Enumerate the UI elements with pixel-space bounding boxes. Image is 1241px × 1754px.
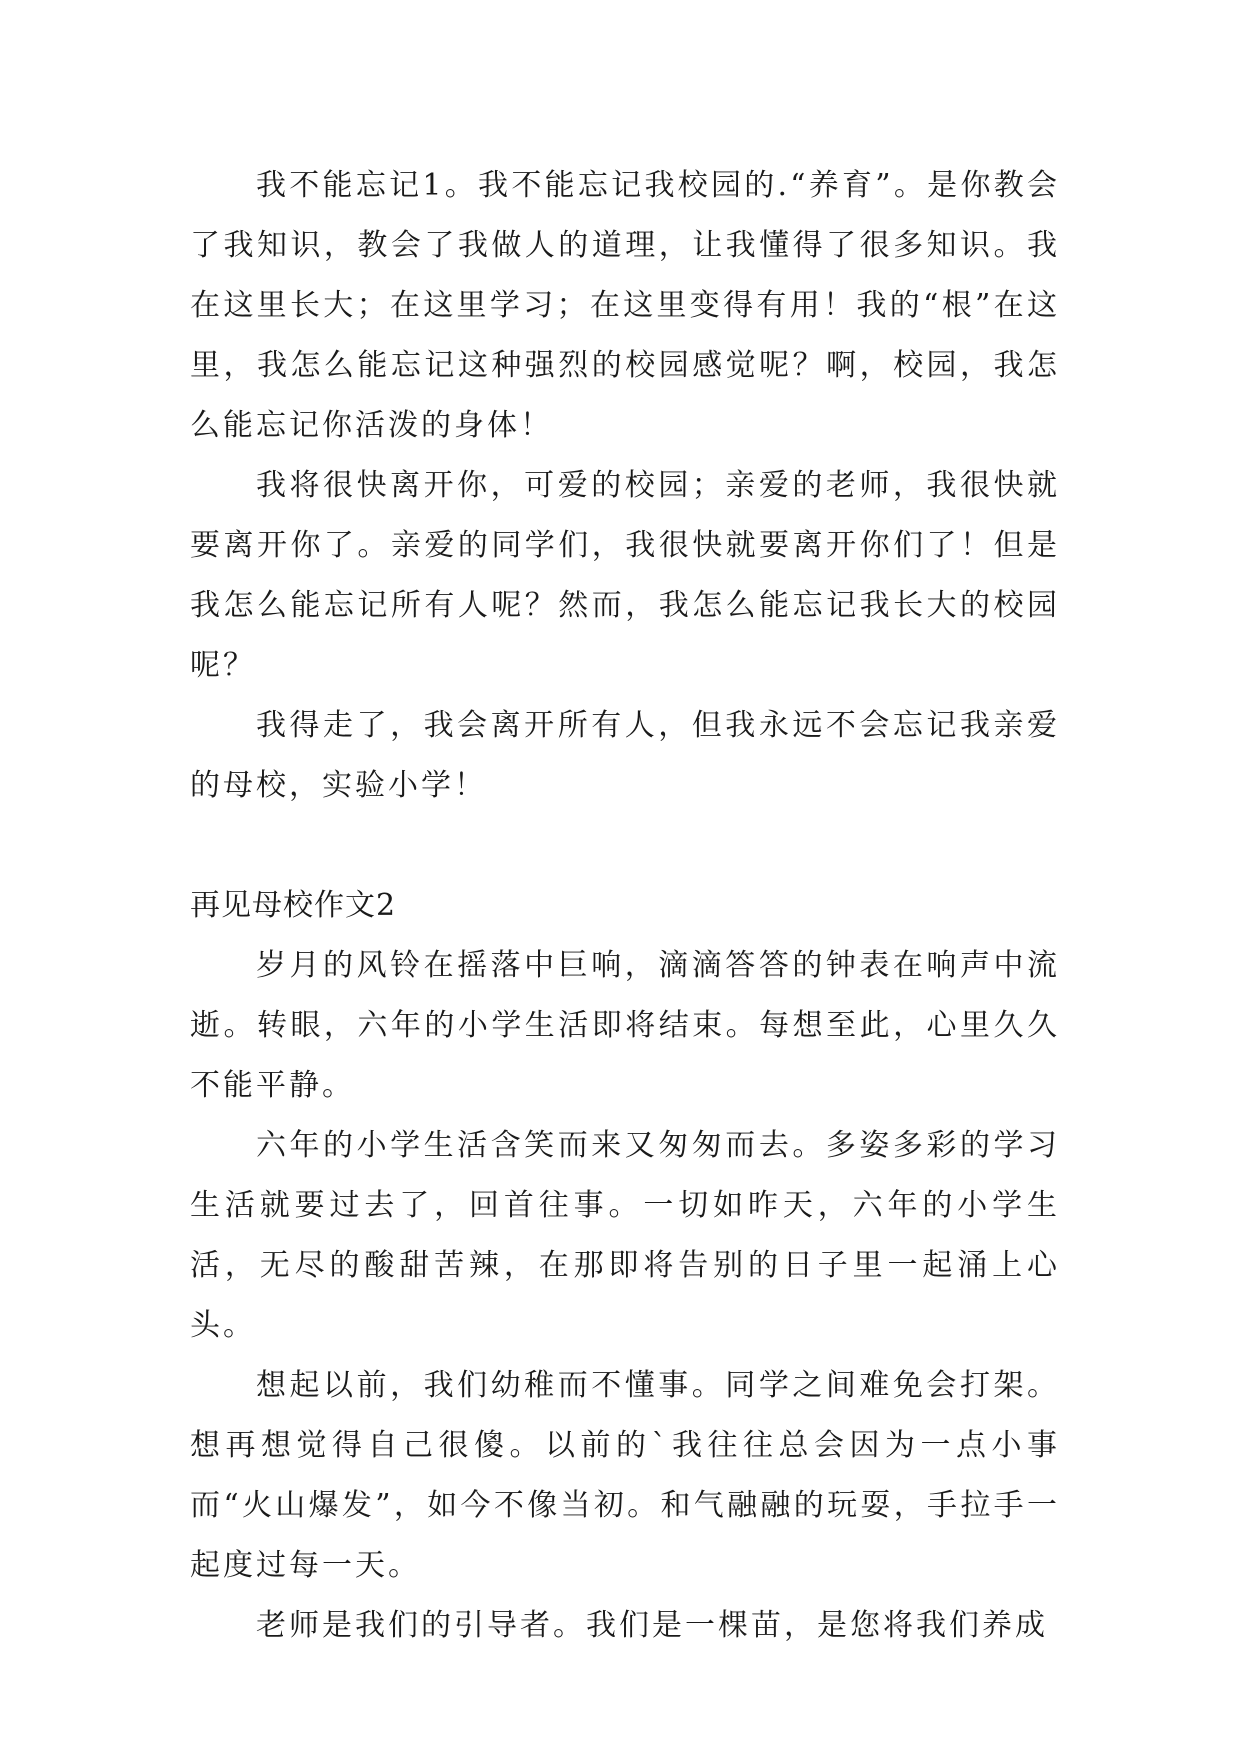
paragraph-3: 我得走了，我会离开所有人，但我永远不会忘记我亲爱的母校，实验小学！ bbox=[190, 708, 1060, 803]
paragraph-5: 六年的小学生活含笑而来又匆匆而去。多姿多彩的学习生活就要过去了，回首往事。一切如昨天，六年的小学生活，无尽的酸甜苦辣，在那即将告别的日子里一起涌上心头。 bbox=[190, 1128, 1060, 1343]
paragraph-2: 我将很快离开你，可爱的校园；亲爱的老师，我很快就要离开你了。亲爱的同学们，我很快就要离开你们了！但是我怎么能忘记所有人呢？然而，我怎么能忘记我长大的校园呢？ bbox=[190, 468, 1060, 683]
paragraph-1: 我不能忘记1。我不能忘记我校园的.“养育”。是你教会了我知识，教会了我做人的道理，让我懂得了很多知识。我在这里长大；在这里学习；在这里变得有用！我的“根”在这里，我怎么能忘记这种强烈的校园感觉呢？啊，校园，我怎么能忘记你活泼的身体！ bbox=[190, 168, 1060, 443]
document-body bbox=[190, 156, 1060, 1656]
paragraph-6: 想起以前，我们幼稚而不懂事。同学之间难免会打架。想再想觉得自己很傻。以前的`我往往总会因为一点小事而“火山爆发”，如今不像当初。和气融融的玩耍，手拉手一起度过每一天。 bbox=[190, 1368, 1060, 1583]
section-spacer bbox=[190, 816, 1060, 876]
paragraph-7: 老师是我们的引导者。我们是一棵苗，是您将我们养成 bbox=[256, 1608, 1048, 1643]
paragraph-4: 岁月的风铃在摇落中巨响，滴滴答答的钟表在响声中流逝。转眼，六年的小学生活即将结束。每想至此，心里久久不能平静。 bbox=[190, 948, 1060, 1103]
section-title: 再见母校作文2 bbox=[190, 888, 397, 923]
